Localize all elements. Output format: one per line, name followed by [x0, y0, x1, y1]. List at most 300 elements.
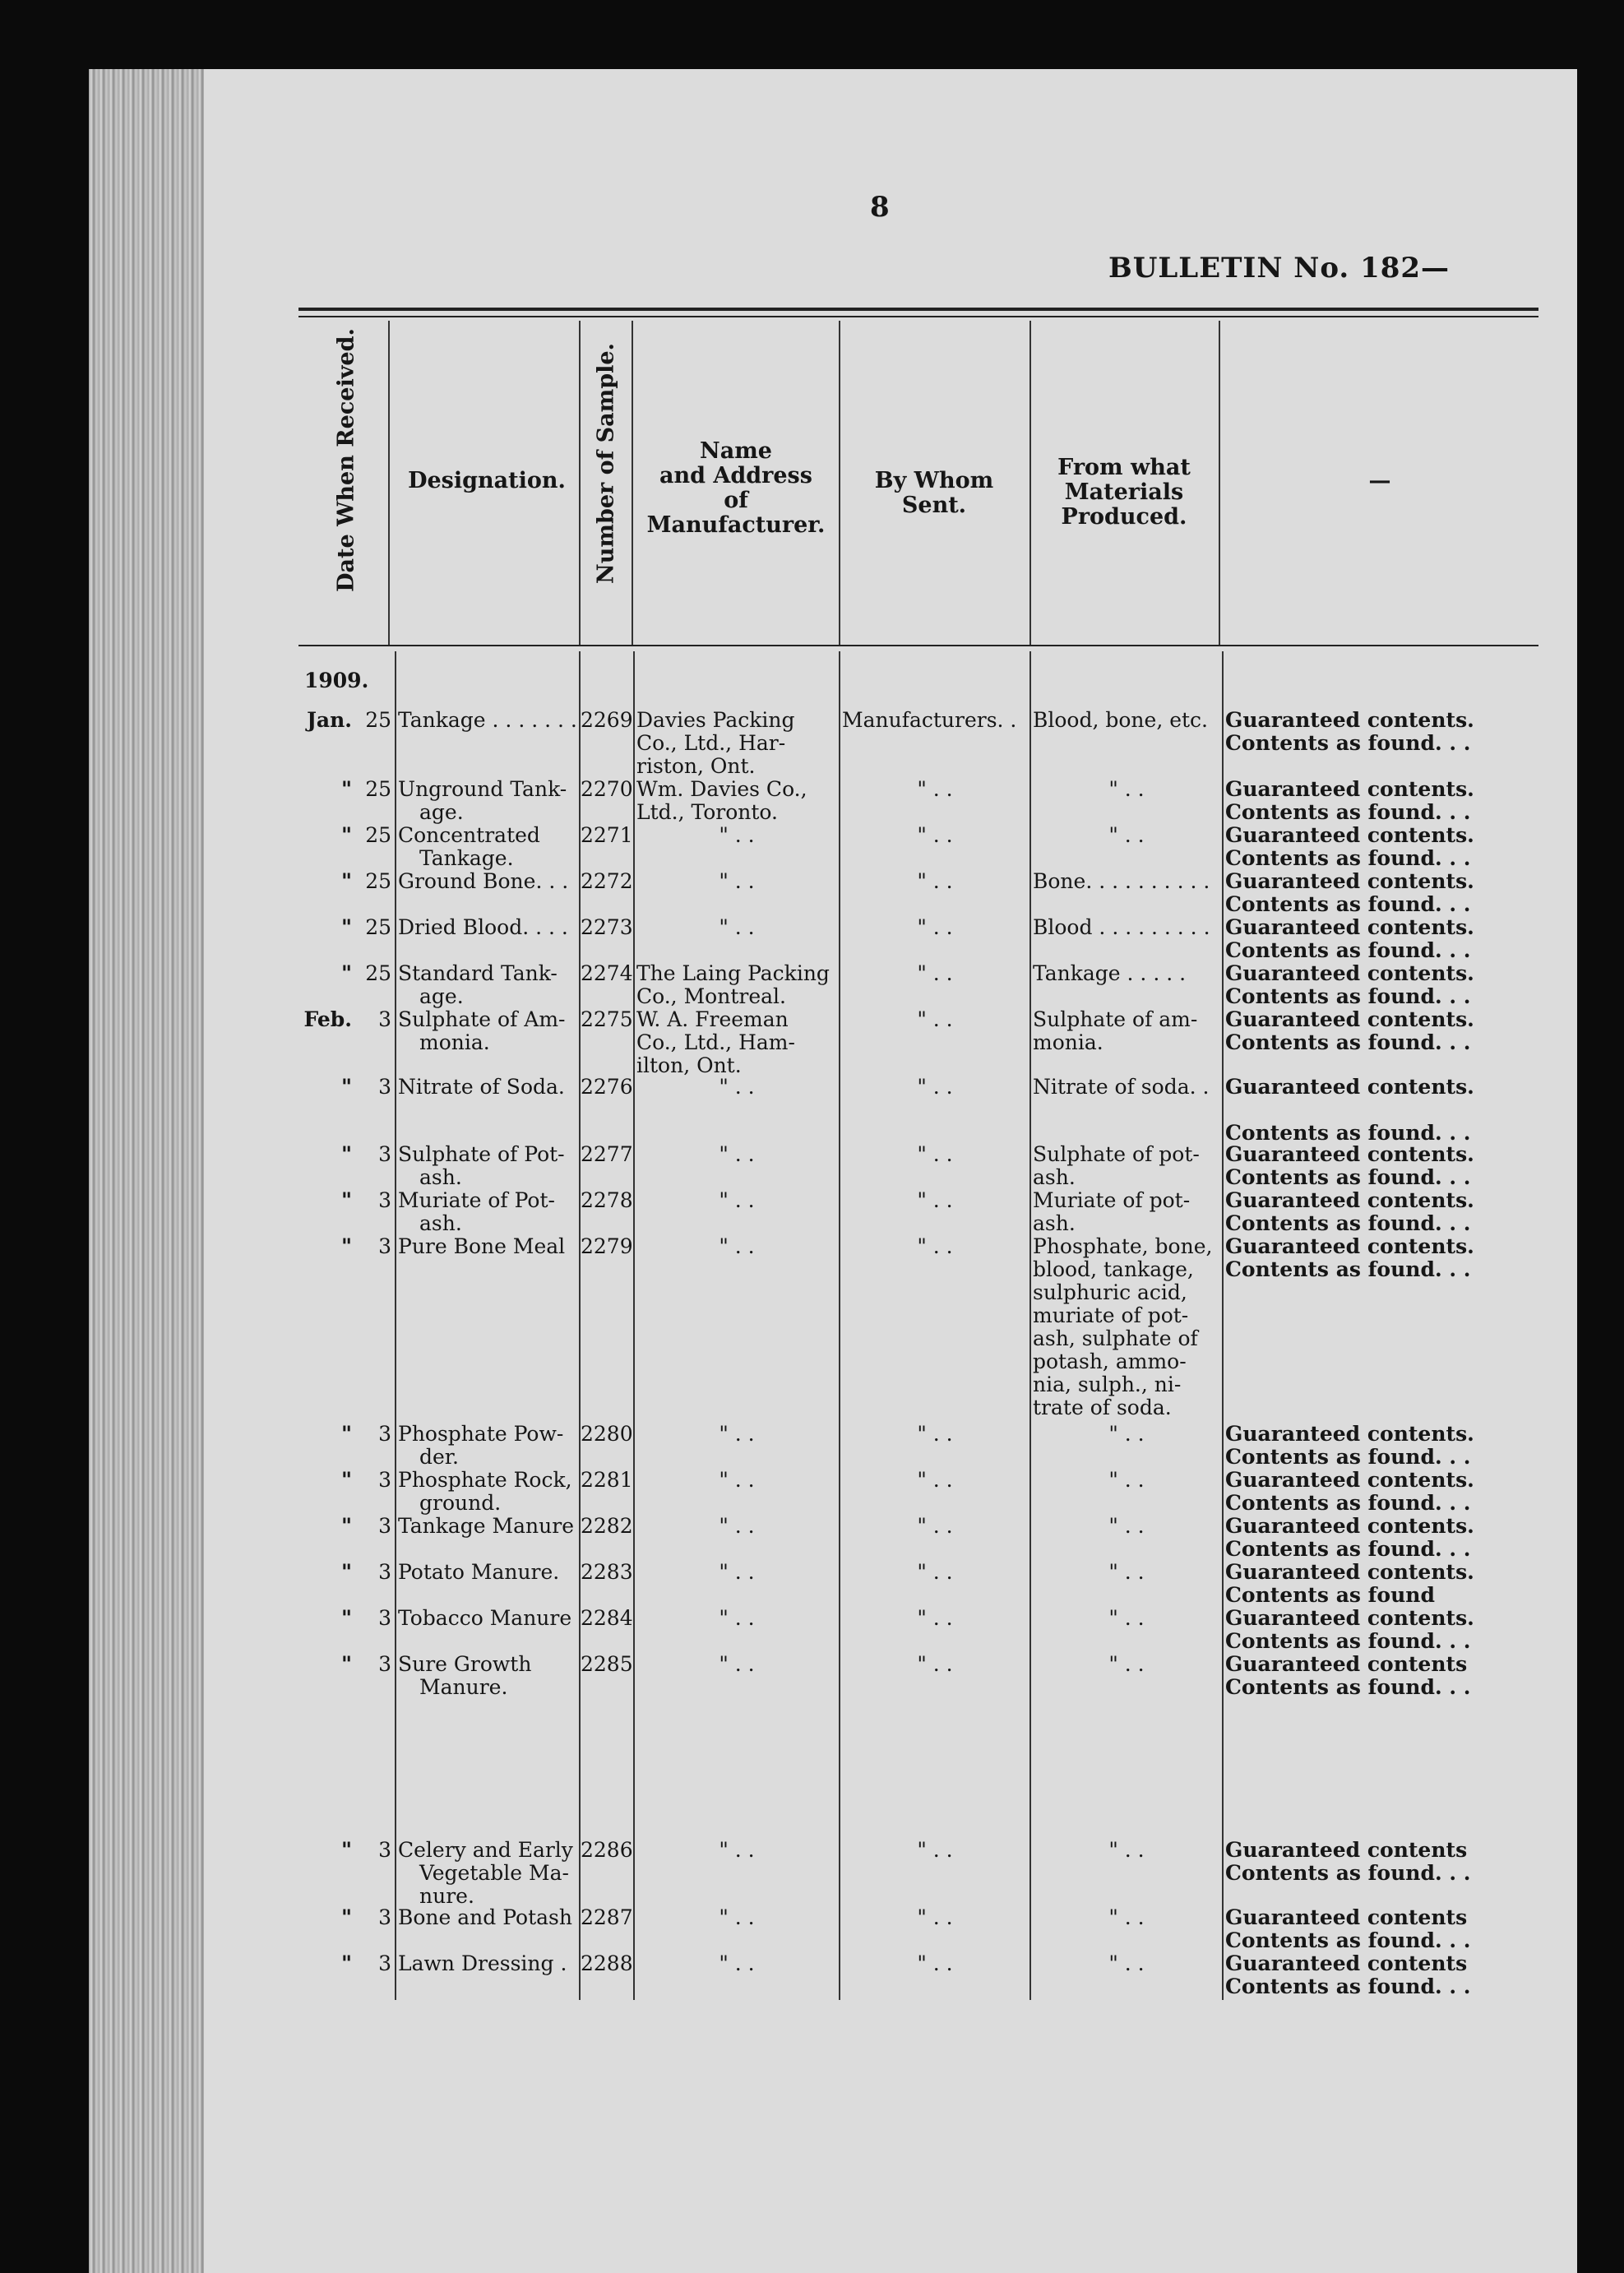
- cell-line: Contents as found. . .: [1225, 1928, 1471, 1952]
- cell-contents: [1225, 778, 1538, 824]
- cell-day: [354, 1607, 391, 1630]
- cell-line: ": [340, 1606, 352, 1630]
- cell-manufacturer: [636, 1143, 837, 1166]
- cell-month: [261, 1008, 352, 1031]
- cell-line: Feb.: [303, 1007, 352, 1031]
- cell-day: [354, 1008, 391, 1031]
- cell-sender: [842, 1839, 1028, 1862]
- cell-line: " . .: [917, 1468, 953, 1492]
- cell-month: [261, 1235, 352, 1258]
- document-page: [89, 69, 1577, 2273]
- cell-line: 3: [378, 1951, 391, 1975]
- cell-line: Contents as found. . .: [1225, 800, 1471, 824]
- cell-day: [354, 1235, 391, 1258]
- cell-sender: [842, 778, 1028, 801]
- cell-sender: [842, 1076, 1028, 1099]
- cell-materials: [1033, 1515, 1220, 1538]
- cell-line: sulphuric acid,: [1033, 1280, 1187, 1304]
- cell-day: [354, 1469, 391, 1492]
- cell-line: " . .: [917, 1234, 953, 1258]
- cell-line: Contents as found. . .: [1225, 1974, 1471, 1998]
- header-number: Number of Sample.: [593, 343, 619, 584]
- header-materials-line: From what: [1057, 455, 1191, 480]
- cell-materials: [1033, 1189, 1220, 1235]
- cell-line: 2271: [581, 823, 633, 847]
- cell-contents: [1225, 1906, 1538, 1952]
- year-label: 1909.: [304, 669, 369, 692]
- cell-line: 3: [378, 1007, 391, 1031]
- cell-line: Guaranteed contents.: [1225, 777, 1474, 801]
- cell-line: Phosphate, bone,: [1033, 1234, 1213, 1258]
- cell-line: ": [340, 1951, 352, 1975]
- cell-manufacturer: [636, 778, 837, 824]
- cell-contents: [1225, 1143, 1538, 1189]
- cell-line: Co., Montreal.: [636, 984, 786, 1008]
- cell-manufacturer: [636, 870, 837, 893]
- cell-designation: [398, 1469, 577, 1515]
- cell-sender: [842, 1906, 1028, 1929]
- cell-line: 3: [378, 1838, 391, 1862]
- cell-manufacturer: [636, 1189, 837, 1212]
- cell-number: [581, 1952, 632, 1975]
- cell-contents: [1225, 1839, 1538, 1885]
- cell-line: Davies Packing: [636, 708, 795, 732]
- cell-manufacturer: [636, 1076, 837, 1099]
- cell-line: ": [340, 961, 352, 985]
- cell-line: 2281: [581, 1468, 633, 1492]
- cell-month: [261, 1607, 352, 1630]
- header-sender: By Whom Sent.: [874, 468, 994, 518]
- cell-day: [354, 870, 391, 893]
- cell-line: Phosphate Pow-: [398, 1422, 564, 1446]
- cell-line: " . .: [1108, 1468, 1145, 1492]
- cell-line: ": [340, 1905, 352, 1929]
- cell-line: 2280: [581, 1422, 633, 1446]
- cell-number: [581, 1469, 632, 1492]
- cell-line: 3: [378, 1560, 391, 1584]
- cell-line: Guaranteed contents.: [1225, 1075, 1474, 1099]
- cell-materials: [1033, 1839, 1220, 1862]
- cell-materials: [1033, 1076, 1220, 1099]
- cell-designation: [398, 1653, 577, 1699]
- cell-day: [354, 962, 391, 985]
- cell-line: " . .: [1108, 1838, 1145, 1862]
- cell-line: 2285: [581, 1652, 633, 1676]
- cell-number: [581, 778, 632, 801]
- cell-line: Guaranteed contents: [1225, 1652, 1468, 1676]
- cell-line: monia.: [419, 1030, 490, 1054]
- cell-line: " . .: [719, 1951, 755, 1975]
- cell-materials: [1033, 1653, 1220, 1676]
- cell-line: 3: [378, 1905, 391, 1929]
- cell-manufacturer: [636, 962, 837, 1008]
- cell-line: " . .: [917, 915, 953, 939]
- cell-month: [261, 870, 352, 893]
- cell-line: " . .: [719, 1514, 755, 1538]
- cell-day: [354, 1561, 391, 1584]
- cell-month: [261, 1653, 352, 1676]
- cell-manufacturer: [636, 1607, 837, 1630]
- cell-line: ": [340, 1560, 352, 1584]
- cell-line: Concentrated: [398, 823, 540, 847]
- cell-line: Sulphate of pot-: [1033, 1142, 1200, 1166]
- cell-line: " . .: [719, 823, 755, 847]
- cell-month: [261, 1076, 352, 1099]
- cell-line: " . .: [719, 1652, 755, 1676]
- cell-line: ash.: [1033, 1165, 1076, 1189]
- cell-line: [1225, 1099, 1538, 1122]
- cell-line: ash.: [1033, 1211, 1076, 1235]
- cell-line: " . .: [719, 1560, 755, 1584]
- cell-month: [261, 824, 352, 847]
- cell-designation: [398, 1906, 577, 1929]
- cell-contents: [1225, 1423, 1538, 1469]
- cell-line: " . .: [719, 915, 755, 939]
- cell-designation: [398, 709, 577, 732]
- cell-number: [581, 1143, 632, 1166]
- cell-line: " . .: [917, 869, 953, 893]
- cell-line: ": [340, 1838, 352, 1862]
- cell-line: der.: [419, 1445, 459, 1469]
- cell-line: 2286: [581, 1838, 633, 1862]
- cell-line: ": [340, 1188, 352, 1212]
- cell-line: Contents as found. . .: [1225, 984, 1471, 1008]
- cell-line: " . .: [917, 1422, 953, 1446]
- cell-line: Co., Ltd., Har-: [636, 731, 786, 755]
- cell-line: Phosphate Rock,: [398, 1468, 572, 1492]
- cell-line: ": [340, 1652, 352, 1676]
- cell-manufacturer: [636, 1839, 837, 1862]
- cell-number: [581, 1653, 632, 1676]
- cell-line: 2276: [581, 1075, 633, 1099]
- cell-line: Guaranteed contents.: [1225, 1514, 1474, 1538]
- cell-number: [581, 962, 632, 985]
- book-binding-edge: [89, 69, 204, 2273]
- cell-line: " . .: [719, 1606, 755, 1630]
- cell-sender: [842, 824, 1028, 847]
- cell-number: [581, 1561, 632, 1584]
- cell-line: Contents as found. . .: [1225, 892, 1471, 916]
- cell-designation: [398, 1561, 577, 1584]
- cell-line: The Laing Packing: [636, 961, 830, 985]
- cell-sender: [842, 1561, 1028, 1584]
- cell-line: age.: [419, 800, 464, 824]
- cell-line: 2279: [581, 1234, 633, 1258]
- cell-line: Contents as found: [1225, 1583, 1435, 1607]
- cell-sender: [842, 709, 1028, 732]
- cell-manufacturer: [636, 1653, 837, 1676]
- cell-month: [261, 1189, 352, 1212]
- cell-line: ": [340, 823, 352, 847]
- cell-line: ": [340, 1468, 352, 1492]
- cell-line: 3: [378, 1468, 391, 1492]
- cell-line: Tankage . . . . .: [1033, 961, 1187, 985]
- column-divider: [632, 321, 633, 645]
- cell-line: 3: [378, 1075, 391, 1099]
- cell-designation: [398, 870, 577, 893]
- cell-line: Manufacturers. .: [842, 708, 1017, 732]
- cell-line: " . .: [719, 1142, 755, 1166]
- cell-line: Dried Blood. . . .: [398, 915, 568, 939]
- cell-month: [261, 778, 352, 801]
- cell-line: " . .: [917, 1951, 953, 1975]
- cell-manufacturer: [636, 1423, 837, 1446]
- cell-materials: [1033, 824, 1220, 847]
- cell-line: Muriate of pot-: [1033, 1188, 1191, 1212]
- cell-materials: [1033, 962, 1220, 985]
- header-manufacturer: [635, 439, 837, 538]
- cell-line: Contents as found. . .: [1225, 1445, 1471, 1469]
- cell-day: [354, 1143, 391, 1166]
- cell-month: [261, 709, 352, 732]
- cell-line: ash.: [419, 1211, 462, 1235]
- header-manufacturer-line: and Address: [659, 463, 812, 488]
- top-double-rule: [298, 308, 1538, 311]
- cell-line: Tankage Manure: [398, 1514, 574, 1538]
- cell-line: " . .: [719, 1905, 755, 1929]
- cell-line: " . .: [1108, 1652, 1145, 1676]
- cell-line: Vegetable Ma-: [419, 1861, 569, 1885]
- bulletin-title: BULLETIN No. 182—: [1108, 252, 1450, 285]
- cell-line: Guaranteed contents.: [1225, 823, 1474, 847]
- cell-line: " . .: [917, 1075, 953, 1099]
- cell-line: 2287: [581, 1905, 633, 1929]
- cell-line: " . .: [1108, 1422, 1145, 1446]
- cell-line: Contents as found. . .: [1225, 731, 1471, 755]
- cell-month: [261, 1952, 352, 1975]
- cell-month: [261, 1143, 352, 1166]
- cell-line: Contents as found. . .: [1225, 1030, 1471, 1054]
- cell-line: Tankage . . . . . . .: [398, 708, 577, 732]
- cell-line: Pure Bone Meal: [398, 1234, 566, 1258]
- cell-sender: [842, 1515, 1028, 1538]
- cell-line: Potato Manure.: [398, 1560, 560, 1584]
- cell-line: Contents as found. . .: [1225, 938, 1471, 962]
- cell-designation: [398, 824, 577, 870]
- cell-line: 25: [365, 869, 391, 893]
- cell-designation: [398, 1235, 577, 1258]
- cell-line: 3: [378, 1606, 391, 1630]
- cell-line: " . .: [917, 1188, 953, 1212]
- cell-line: Guaranteed contents: [1225, 1951, 1468, 1975]
- cell-designation: [398, 1839, 577, 1908]
- cell-materials: [1033, 1906, 1220, 1929]
- cell-day: [354, 709, 391, 732]
- cell-line: Nitrate of soda. .: [1033, 1075, 1210, 1099]
- cell-sender: [842, 1607, 1028, 1630]
- cell-line: muriate of pot-: [1033, 1303, 1189, 1327]
- cell-designation: [398, 962, 577, 1008]
- cell-materials: [1033, 1469, 1220, 1492]
- cell-sender: [842, 1235, 1028, 1258]
- cell-line: Manure.: [419, 1675, 508, 1699]
- cell-designation: [398, 1515, 577, 1538]
- cell-line: ": [340, 915, 352, 939]
- cell-sender: [842, 1952, 1028, 1975]
- cell-line: " . .: [1108, 1951, 1145, 1975]
- cell-line: Ltd., Toronto.: [636, 800, 778, 824]
- cell-number: [581, 1076, 632, 1099]
- cell-designation: [398, 1189, 577, 1235]
- cell-contents: [1225, 870, 1538, 916]
- cell-materials: [1033, 870, 1220, 893]
- cell-line: Contents as found. . .: [1225, 1257, 1471, 1281]
- cell-line: Sulphate of Pot-: [398, 1142, 565, 1166]
- cell-line: " . .: [917, 1905, 953, 1929]
- cell-contents: [1225, 1952, 1538, 1998]
- cell-line: " . .: [719, 1468, 755, 1492]
- cell-line: 2277: [581, 1142, 633, 1166]
- cell-day: [354, 1189, 391, 1212]
- cell-line: Wm. Davies Co.,: [636, 777, 807, 801]
- cell-line: Guaranteed contents.: [1225, 869, 1474, 893]
- cell-day: [354, 1839, 391, 1862]
- cell-day: [354, 1515, 391, 1538]
- cell-materials: [1033, 1423, 1220, 1446]
- cell-sender: [842, 916, 1028, 939]
- cell-number: [581, 1607, 632, 1630]
- cell-manufacturer: [636, 824, 837, 847]
- cell-line: " . .: [719, 1838, 755, 1862]
- column-divider: [1222, 651, 1224, 2000]
- cell-line: Contents as found. . .: [1225, 1165, 1471, 1189]
- cell-line: ": [340, 777, 352, 801]
- cell-line: 3: [378, 1652, 391, 1676]
- cell-line: " . .: [1108, 823, 1145, 847]
- cell-line: nia, sulph., ni-: [1033, 1373, 1182, 1396]
- cell-materials: [1033, 1561, 1220, 1584]
- cell-line: 3: [378, 1142, 391, 1166]
- cell-designation: [398, 1143, 577, 1189]
- page-number: 8: [870, 191, 890, 224]
- cell-designation: [398, 1076, 577, 1099]
- cell-line: Nitrate of Soda.: [398, 1075, 565, 1099]
- cell-sender: [842, 1143, 1028, 1166]
- cell-materials: [1033, 709, 1220, 732]
- cell-month: [261, 1423, 352, 1446]
- cell-line: Guaranteed contents: [1225, 1905, 1468, 1929]
- cell-line: nure.: [419, 1884, 474, 1908]
- cell-line: 2284: [581, 1606, 633, 1630]
- cell-month: [261, 1469, 352, 1492]
- cell-line: 2273: [581, 915, 633, 939]
- cell-line: ": [340, 869, 352, 893]
- cell-line: ground.: [419, 1491, 502, 1515]
- cell-line: Contents as found. . .: [1225, 846, 1471, 870]
- cell-designation: [398, 1607, 577, 1630]
- cell-line: " . .: [917, 1514, 953, 1538]
- cell-contents: [1225, 1008, 1538, 1054]
- cell-manufacturer: [636, 1008, 837, 1077]
- cell-line: " . .: [1108, 777, 1145, 801]
- cell-line: Guaranteed contents.: [1225, 1007, 1474, 1031]
- cell-line: Ground Bone. . .: [398, 869, 569, 893]
- cell-line: 2278: [581, 1188, 633, 1212]
- cell-number: [581, 1906, 632, 1929]
- cell-sender: [842, 870, 1028, 893]
- cell-line: Contents as found. . .: [1225, 1121, 1471, 1145]
- cell-materials: [1033, 1235, 1220, 1419]
- cell-line: Muriate of Pot-: [398, 1188, 555, 1212]
- cell-manufacturer: [636, 916, 837, 939]
- cell-designation: [398, 1008, 577, 1054]
- cell-number: [581, 1008, 632, 1031]
- cell-contents: [1225, 1469, 1538, 1515]
- cell-materials: [1033, 916, 1220, 939]
- column-divider: [839, 651, 840, 2000]
- cell-sender: [842, 1423, 1028, 1446]
- column-divider: [579, 321, 581, 645]
- cell-designation: [398, 1952, 577, 1975]
- cell-line: Bone. . . . . . . . . .: [1033, 869, 1210, 893]
- cell-designation: [398, 916, 577, 939]
- cell-line: Guaranteed contents.: [1225, 1422, 1474, 1446]
- column-divider: [395, 651, 396, 2000]
- cell-line: " . .: [917, 777, 953, 801]
- cell-line: Sure Growth: [398, 1652, 532, 1676]
- cell-line: 3: [378, 1514, 391, 1538]
- cell-day: [354, 1952, 391, 1975]
- cell-line: Guaranteed contents.: [1225, 1188, 1474, 1212]
- column-divider: [579, 651, 581, 2000]
- cell-line: " . .: [719, 869, 755, 893]
- cell-contents: [1225, 709, 1538, 755]
- header-designation: Designation.: [408, 468, 566, 493]
- cell-line: 25: [365, 708, 391, 732]
- cell-month: [261, 916, 352, 939]
- cell-line: 2270: [581, 777, 633, 801]
- cell-line: riston, Ont.: [636, 754, 756, 778]
- cell-line: Guaranteed contents: [1225, 1838, 1468, 1862]
- column-divider: [633, 651, 635, 2000]
- cell-sender: [842, 962, 1028, 985]
- cell-materials: [1033, 1607, 1220, 1630]
- cell-line: " . .: [917, 1007, 953, 1031]
- cell-line: Contents as found. . .: [1225, 1491, 1471, 1515]
- cell-line: Blood, bone, etc.: [1033, 708, 1209, 732]
- cell-manufacturer: [636, 709, 837, 778]
- cell-contents: [1225, 1235, 1538, 1281]
- cell-line: Guaranteed contents.: [1225, 915, 1474, 939]
- cell-line: trate of soda.: [1033, 1396, 1172, 1419]
- cell-line: " . .: [917, 1142, 953, 1166]
- cell-line: " . .: [1108, 1560, 1145, 1584]
- cell-line: " . .: [917, 823, 953, 847]
- cell-line: 2282: [581, 1514, 633, 1538]
- cell-line: Guaranteed contents.: [1225, 1142, 1474, 1166]
- cell-materials: [1033, 1143, 1220, 1189]
- cell-number: [581, 1189, 632, 1212]
- cell-line: 25: [365, 915, 391, 939]
- cell-materials: [1033, 1008, 1220, 1054]
- cell-line: " . .: [1108, 1905, 1145, 1929]
- cell-line: Contents as found. . .: [1225, 1537, 1471, 1561]
- cell-line: ": [340, 1142, 352, 1166]
- cell-number: [581, 709, 632, 732]
- cell-line: 3: [378, 1234, 391, 1258]
- cell-line: Guaranteed contents.: [1225, 961, 1474, 985]
- cell-line: Contents as found. . .: [1225, 1675, 1471, 1699]
- cell-line: " . .: [719, 1422, 755, 1446]
- top-rule-thin: [298, 316, 1538, 317]
- cell-line: Unground Tank-: [398, 777, 567, 801]
- column-divider: [1029, 651, 1031, 2000]
- cell-month: [261, 1839, 352, 1862]
- header-number-wrap: [582, 343, 630, 584]
- cell-line: Sulphate of Am-: [398, 1007, 566, 1031]
- cell-day: [354, 824, 391, 847]
- cell-line: 2269: [581, 708, 633, 732]
